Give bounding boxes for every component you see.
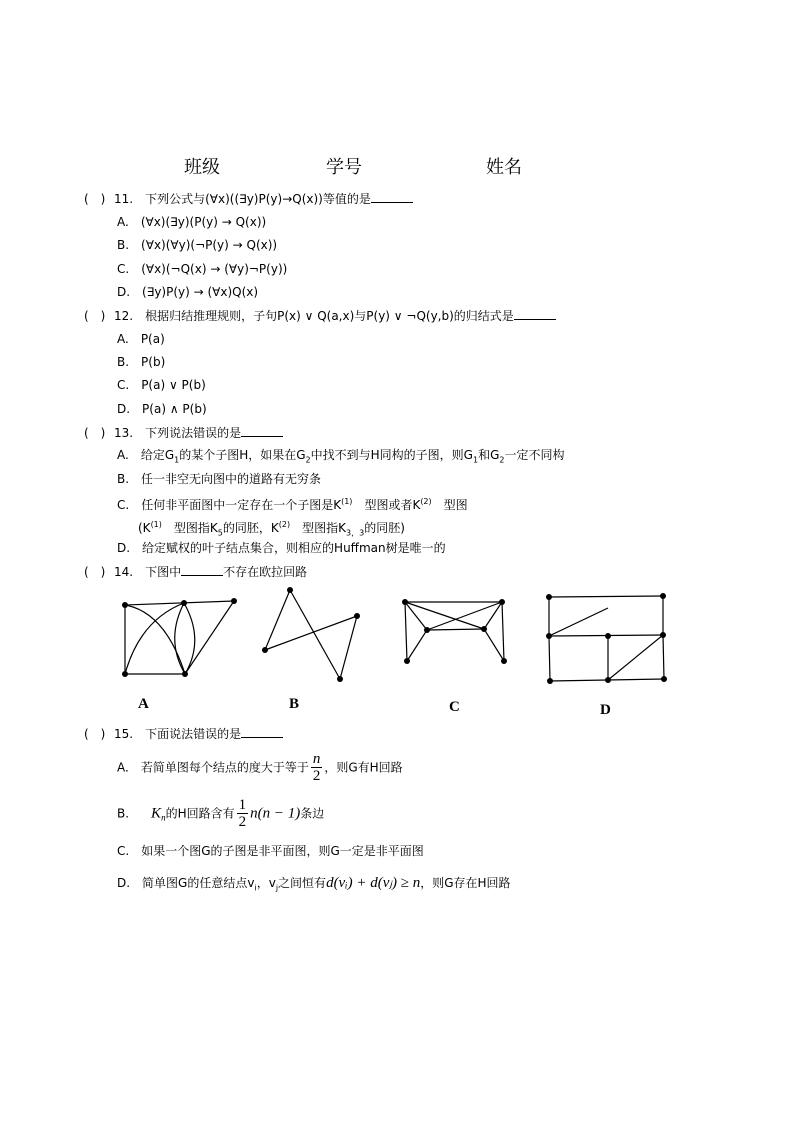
option-c-note: ($K^{(1)}$ 型图指$K_5$的同胚，$K^{(2)}$ 型图指$K_{3,3}$的同胚) bbox=[138, 520, 405, 538]
option-c[interactable]: C. 如果一个图G的子图是非平面图，则G一定是非平面图 bbox=[117, 844, 424, 858]
question-15 bbox=[84, 726, 283, 742]
question-stem: 11. 下列公式与(∀x)((∃y)P(y)→Q(x))等值的是 bbox=[114, 192, 371, 206]
graph-d-label: D bbox=[600, 702, 611, 718]
option-a[interactable]: A. 若简单图每个结点的度大于等于 $\frac{n}{2}$ ，则G有H回路 bbox=[117, 751, 403, 784]
question-stem-tail: 不存在欧拉回路 bbox=[223, 565, 308, 579]
answer-paren[interactable]: ( ) bbox=[84, 565, 106, 579]
question-stem: 13. 下列说法错误的是 bbox=[114, 426, 242, 440]
answer-paren[interactable]: ( ) bbox=[84, 426, 106, 440]
option-a[interactable]: A. 给定$G_1$的某个子图H，如果在$G_2$中找不到与H同构的子图，则$G_1$和$G_2$一定不同构 bbox=[117, 448, 565, 465]
option-b[interactable]: B. $K_n$的H回路含有 $\frac{1}{2}$ n(n − 1)条边 bbox=[117, 797, 325, 830]
option-c[interactable]: C. (∀x)(¬Q(x) → (∀y)¬P(y)) bbox=[117, 262, 288, 276]
option-d[interactable]: D. 给定赋权的叶子结点集合，则相应的Huffman树是唯一的 bbox=[117, 541, 446, 555]
name-label: 姓名 bbox=[486, 157, 522, 178]
option-d[interactable]: D. 简单图G的任意结点$v_i$，$v_j$之间恒有d(vᵢ) + d(vⱼ) ≥ n，则G存在H回路 bbox=[117, 875, 511, 893]
class-label: 班级 bbox=[184, 157, 220, 178]
graph-b-label: B bbox=[289, 696, 300, 712]
answer-paren[interactable]: ( ) bbox=[84, 192, 106, 206]
answer-paren[interactable]: ( ) bbox=[84, 309, 106, 323]
option-a[interactable]: A. P(a) bbox=[117, 332, 165, 346]
question-stem: 14. 下图中 bbox=[114, 565, 182, 579]
graph-c-label: C bbox=[449, 699, 460, 715]
option-b[interactable]: B. (∀x)(∀y)(¬P(y) → Q(x)) bbox=[117, 238, 278, 252]
option-d[interactable]: D. (∃y)P(y) → (∀x)Q(x) bbox=[117, 285, 259, 299]
question-stem: 15. 下面说法错误的是 bbox=[114, 727, 242, 741]
student-id-label: 学号 bbox=[326, 157, 362, 178]
question-stem: 12. 根据归结推理规则，子句P(x) ∨ Q(a,x)与P(y) ∨ ¬Q(y,b)的归结式是 bbox=[114, 309, 514, 323]
option-b[interactable]: B. 任一非空无向图中的道路有无穷条 bbox=[117, 472, 322, 486]
option-c[interactable]: C. 任何非平面图中一定存在一个子图是$K^{(1)}$ 型图或者$K^{(2)}$ 型图 bbox=[117, 497, 468, 512]
option-b[interactable]: B. P(b) bbox=[117, 355, 166, 369]
fraction-n-over-2: $\frac{n}{2}$ bbox=[312, 751, 321, 784]
option-c[interactable]: C. P(a) ∨ P(b) bbox=[117, 378, 206, 392]
answer-blank[interactable] bbox=[241, 726, 283, 738]
option-a[interactable]: A. (∀x)(∃y)(P(y) → Q(x)) bbox=[117, 215, 267, 229]
graph-a-label: A bbox=[138, 696, 149, 712]
answer-paren[interactable]: ( ) bbox=[84, 727, 106, 741]
fraction-1-over-2: $\frac{1}{2}$ bbox=[238, 797, 247, 830]
option-d[interactable]: D. P(a) ∧ P(b) bbox=[117, 402, 207, 416]
